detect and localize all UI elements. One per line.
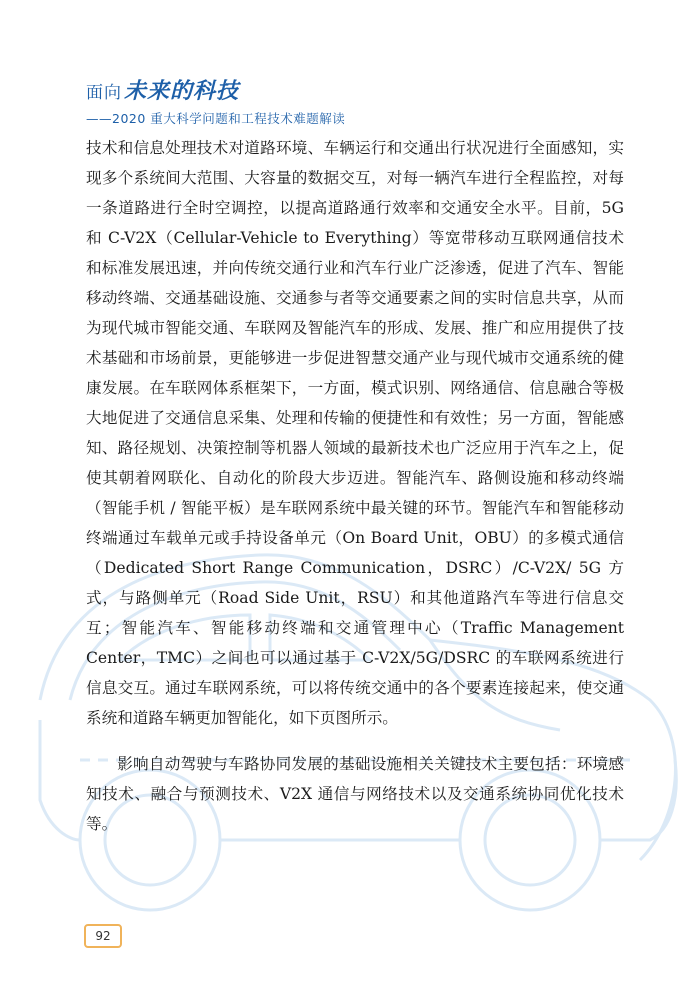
page-number-badge: 92 bbox=[84, 924, 122, 948]
book-title-main: 未来的科技 bbox=[124, 78, 240, 104]
book-title-prefix: 面向 bbox=[86, 83, 122, 103]
book-subtitle: ——2020 重大科学问题和工程技术难题解读 bbox=[86, 111, 346, 126]
paragraph-2: 影响自动驾驶与车路协同发展的基础设施相关关键技术主要包括：环境感知技术、融合与预测技术、V2X 通信与网络技术以及交通系统协同优化技术等。 bbox=[86, 755, 624, 833]
paragraph-1: 技术和信息处理技术对道路环境、车辆运行和交通出行状况进行全面感知，实现多个系统间大范围、大容量的数据交互，对每一辆汽车进行全程监控，对每一条道路进行全时空调控，以提高道路通行效率和交通安全水平。目前，5G 和 C-V2X（Cellular-Vehicle to Everything）等宽带移动互联网通信技术和标准发展迅速，并向传统交通行业和汽车行业广泛渗透，促进了汽车、智能移动终端、交通基础设施、交通参与者等交通要素之间的实时信息共享，从而为现代城市智能交通、车联网及智能汽车的形成、发展、推广和应用提供了技术基础和市场前景，更能够进一步促进智慧交通产业与现代城市交通系统的健康发展。在车联网体系框架下，一方面，模式识别、网络通信、信息融合等极大地促进了交通信息采集、处理和传输的便捷性和有效性；另一方面，智能感知、路径规划、决策控制等机器人领域的最新技术也广泛应用于汽车之上，促使其朝着网联化、自动化的阶段大步迈进。智能汽车、路侧设施和移动终端（智能手机 / 智能平板）是车联网系统中最关键的环节。智能汽车和智能移动终端通过车载单元或手持设备单元（On Board Unit，OBU）的多模式通信（Dedicated Short Range Communication，DSRC）/C-V2X/ 5G 方式，与路侧单元（Road Side Unit，RSU）和其他道路汽车等进行信息交互；智能汽车、智能移动终端和交通管理中心（Traffic Management Center，TMC）之间也可以通过基于 C-V2X/5G/DSRC 的车联网系统进行信息交互。通过车联网系统，可以将传统交通中的各个要素连接起来，使交通系统和道路车辆更加智能化，如下页图所示。 bbox=[86, 139, 624, 727]
running-header bbox=[86, 74, 345, 127]
body-text bbox=[86, 133, 624, 839]
book-title bbox=[86, 74, 345, 105]
